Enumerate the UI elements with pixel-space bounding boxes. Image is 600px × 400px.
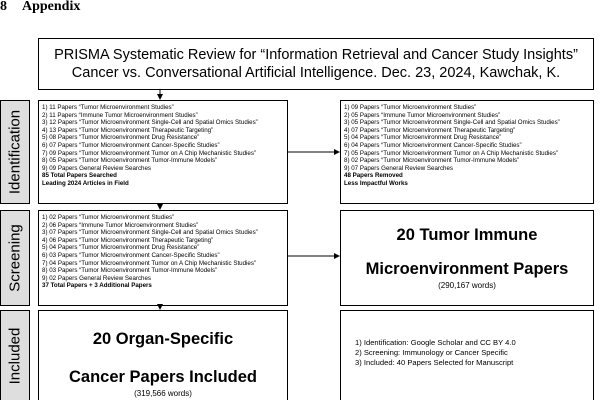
stage-label-included-text: Included <box>6 327 24 384</box>
list-item: 4) 13 Papers “Tumor Microenvironment Therapeutic Targeting” <box>42 126 214 134</box>
list-item: 1) 02 Papers “Tumor Microenvironment Studies” <box>42 214 175 221</box>
list-item: 6) 07 Papers “Tumor Microenvironment Cancer-Specific Studies” <box>42 141 220 149</box>
list-item: 2) 11 Papers “Immune Tumor Microenvironment Studies” <box>42 111 198 119</box>
list-item: 3) 05 Papers “Tumor Microenvironment Single-Cell and Spatial Omics Studies” <box>344 119 560 127</box>
list-item: 4) 06 Papers “Tumor Microenvironment Therapeutic Targeting” <box>42 236 214 244</box>
list-item: 2) Screening: Immunology or Cancer Specific <box>355 348 508 357</box>
screening-total: 37 Total Papers + 3 Additional Papers <box>42 282 152 290</box>
list-item: 9) 02 Papers General Review Searches <box>42 274 152 282</box>
list-item: 3) 07 Papers “Tumor Microenvironment Single-Cell and Spatial Omics Studies” <box>42 229 258 237</box>
tumor-immune-word-count: (290,167 words) <box>438 281 496 290</box>
tumor-immune-heading-line-1: 20 Tumor Immune <box>396 226 538 244</box>
identification-note: Leading 2024 Articles in Field <box>42 179 129 187</box>
list-item: 7) 05 Papers “Tumor Microenvironment Tumor on A Chip Mechanistic Studies” <box>344 149 559 157</box>
list-item: 8) 03 Papers “Tumor Microenvironment Tumor-Immune Models” <box>42 267 218 275</box>
list-item: 2) 05 Papers “Immune Tumor Microenvironment Studies” <box>344 111 501 119</box>
list-item: 5) 08 Papers “Tumor Microenvironment Drug Resistance” <box>42 134 200 142</box>
list-item: 8) 05 Papers “Tumor Microenvironment Tumor-Immune Models” <box>42 157 218 165</box>
list-item: 4) 07 Papers “Tumor Microenvironment Therapeutic Targeting” <box>344 126 516 134</box>
removed-total: 48 Papers Removed <box>344 172 403 180</box>
appendix-title: Appendix <box>22 0 81 14</box>
list-item: 2) 06 Papers “Immune Tumor Microenvironment Studies” <box>42 221 199 229</box>
list-item: 5) 04 Papers “Tumor Microenvironment Drug Resistance” <box>344 134 502 142</box>
organ-specific-heading-line-2: Cancer Papers Included <box>69 368 257 386</box>
prisma-title-line-1: PRISMA Systematic Review for “Information Retrieval and Cancer Study Insights” <box>54 47 578 63</box>
list-item: 7) 04 Papers “Tumor Microenvironment Tumor on A Chip Mechanistic Studies” <box>42 259 257 267</box>
list-item: 5) 04 Papers “Tumor Microenvironment Drug Resistance” <box>42 244 200 252</box>
list-item: 1) 09 Papers “Tumor Microenvironment Studies” <box>344 104 477 111</box>
list-item: 9) 09 Papers General Review Searches <box>42 164 152 172</box>
organ-specific-heading-line-1: 20 Organ-Specific <box>92 330 234 348</box>
stage-label-screening-text: Screening <box>6 224 24 292</box>
list-item: 6) 03 Papers “Tumor Microenvironment Cancer-Specific Studies” <box>42 251 220 259</box>
list-item: 1) Identification: Google Scholar and CC BY 4.0 <box>355 338 516 347</box>
list-item: 1) 11 Papers “Tumor Microenvironment Studies” <box>42 104 174 111</box>
organ-specific-word-count: (319,566 words) <box>134 389 192 398</box>
list-item: 9) 07 Papers General Review Searches <box>344 164 454 172</box>
list-item: 3) 12 Papers “Tumor Microenvironment Single-Cell and Spatial Omics Studies” <box>42 119 258 127</box>
list-item: 6) 04 Papers “Tumor Microenvironment Cancer-Specific Studies” <box>344 141 522 149</box>
list-item: 3) Included: 40 Papers Selected for Manuscript <box>355 358 514 367</box>
identification-total: 85 Total Papers Searched <box>42 172 117 180</box>
tumor-immune-heading-line-2: Microenvironment Papers <box>365 260 569 278</box>
list-item: 8) 02 Papers “Tumor Microenvironment Tumor-Immune Models” <box>344 157 520 165</box>
appendix-number: 8 <box>0 0 7 14</box>
removed-note: Less Impactful Works <box>344 179 408 187</box>
prisma-title-line-2: Cancer vs. Conversational Artificial Intelligence. Dec. 23, 2024, Kawchak, K. <box>71 65 561 81</box>
list-item: 7) 09 Papers “Tumor Microenvironment Tumor on A Chip Mechanistic Studies” <box>42 149 257 157</box>
stage-label-identification-text: Identification <box>6 109 24 195</box>
